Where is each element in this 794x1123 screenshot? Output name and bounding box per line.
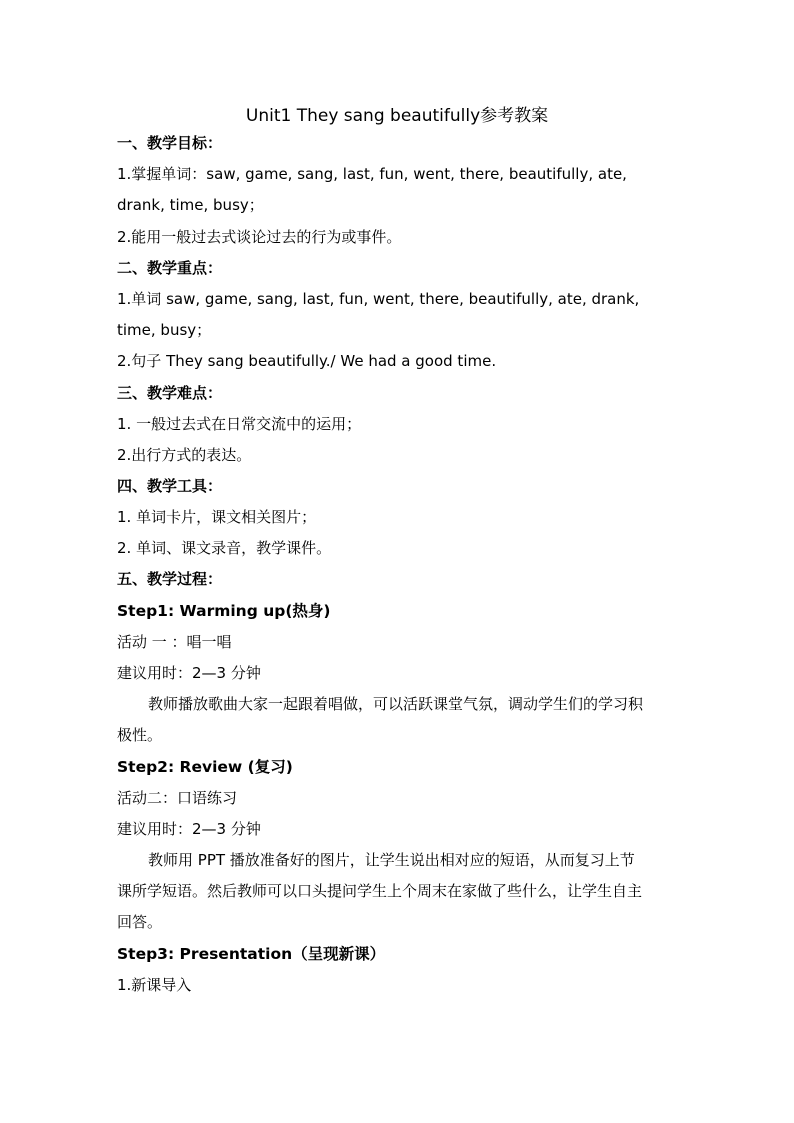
difficulties-line-2: 2.出行方式的表达。: [117, 446, 252, 464]
section-heading-process: 五、教学过程：: [117, 570, 223, 588]
step3-heading: Step3: Presentation（呈现新课）: [117, 945, 386, 963]
objectives-line-1: 1.掌握单词：saw, game, sang, last, fun, went, there, beautifully, ate,: [117, 165, 627, 183]
tools-line-1: 1. 单词卡片，课文相关图片；: [117, 508, 317, 526]
section-heading-key-points: 二、教学重点：: [117, 259, 223, 277]
step2-activity: 活动二：口语练习: [117, 789, 238, 807]
key-points-line-1: 1.单词 saw, game, sang, last, fun, went, there, beautifully, ate, drank,: [117, 290, 640, 308]
step1-activity: 活动 一 ：唱一唱: [117, 633, 232, 651]
step1-paragraph-line-2: 极性。: [117, 726, 163, 744]
step2-paragraph-line-3: 回答。: [117, 913, 163, 931]
step2-time: 建议用时：2—3 分钟: [117, 820, 261, 838]
tools-line-2: 2. 单词、课文录音，教学课件。: [117, 539, 332, 557]
step3-line-1: 1.新课导入: [117, 976, 192, 994]
step2-heading: Step2: Review (复习): [117, 758, 293, 776]
difficulties-line-1: 1. 一般过去式在日常交流中的运用；: [117, 415, 362, 433]
step1-time: 建议用时：2—3 分钟: [117, 664, 261, 682]
step1-heading: Step1: Warming up(热身): [117, 602, 331, 620]
section-heading-difficulties: 三、教学难点：: [117, 384, 223, 402]
page-title: Unit1 They sang beautifully参考教案: [245, 106, 549, 126]
key-points-line-2: time, busy；: [117, 321, 212, 339]
step2-paragraph-line-2: 课所学短语。然后教师可以口头提问学生上个周末在家做了些什么，让学生自主: [117, 882, 643, 900]
objectives-line-3: 2.能用一般过去式谈论过去的行为或事件。: [117, 228, 402, 246]
step2-paragraph-line-1: 教师用 PPT 播放准备好的图片，让学生说出相对应的短语，从而复习上节: [148, 851, 635, 869]
step1-paragraph-line-1: 教师播放歌曲大家一起跟着唱做，可以活跃课堂气氛，调动学生们的学习积: [148, 695, 644, 713]
section-heading-objectives: 一、教学目标：: [117, 134, 223, 152]
key-points-line-3: 2.句子 They sang beautifully./ We had a good time.: [117, 352, 497, 370]
objectives-line-2: drank, time, busy；: [117, 196, 264, 214]
section-heading-tools: 四、教学工具：: [117, 477, 223, 495]
